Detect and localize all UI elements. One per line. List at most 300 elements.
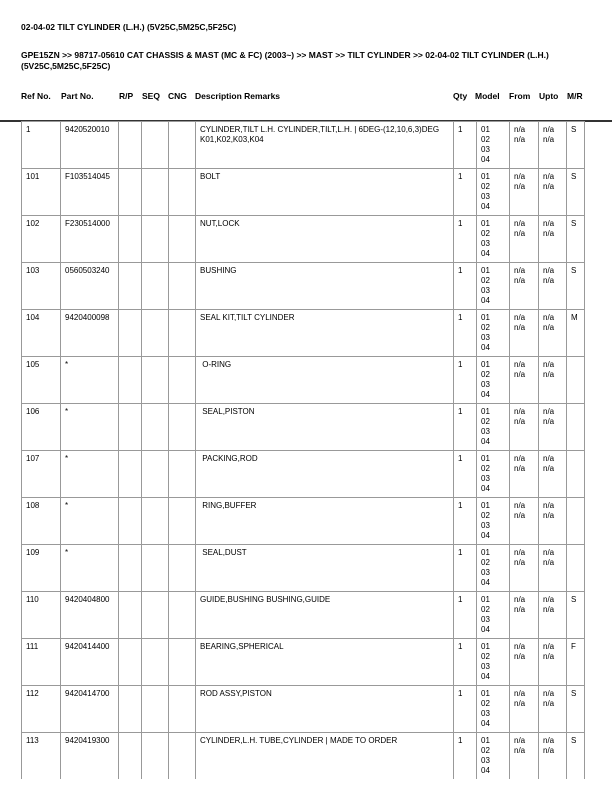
cell-line: n/a — [514, 313, 526, 322]
desc-cell — [196, 686, 454, 733]
rp-cell — [119, 404, 142, 451]
cell-line: 01 — [481, 125, 490, 134]
cng-cell — [169, 686, 196, 733]
ref-cell — [22, 498, 61, 545]
ref-cell — [22, 122, 61, 169]
cell-line: n/a — [514, 699, 526, 708]
from-cell — [510, 733, 539, 780]
cell-line: 04 — [481, 578, 490, 587]
cell-text: 1 — [458, 125, 463, 134]
ref-cell — [22, 263, 61, 310]
model-cell — [477, 263, 510, 310]
mr-cell — [567, 498, 585, 545]
cng-cell — [169, 216, 196, 263]
part-cell — [61, 733, 119, 780]
mr-cell — [567, 639, 585, 686]
cell-text: ROD ASSY,PISTON — [200, 689, 272, 698]
cell-line: 03 — [481, 662, 490, 671]
cell-line: n/a — [543, 511, 555, 520]
desc-cell — [196, 733, 454, 780]
part-cell — [61, 498, 119, 545]
seq-cell — [142, 686, 169, 733]
part-cell — [61, 686, 119, 733]
from-cell — [510, 216, 539, 263]
cell-text: 1 — [458, 689, 463, 698]
cell-line: 03 — [481, 239, 490, 248]
cell-text: 9420520010 — [65, 125, 110, 134]
from-cell — [510, 639, 539, 686]
upto-cell — [539, 216, 567, 263]
ref-cell — [22, 592, 61, 639]
cell-line: 04 — [481, 766, 490, 775]
cell-text: * — [65, 548, 69, 557]
cell-line: 01 — [481, 266, 490, 275]
cng-cell — [169, 733, 196, 780]
cell-line: n/a — [514, 605, 526, 614]
mr-cell — [567, 216, 585, 263]
qty-cell — [454, 404, 477, 451]
cng-cell — [169, 498, 196, 545]
qty-cell — [454, 122, 477, 169]
qty-cell — [454, 263, 477, 310]
model-cell — [477, 451, 510, 498]
cell-line: 02 — [481, 699, 490, 708]
col-ref: Ref No. — [21, 91, 51, 101]
qty-cell — [454, 310, 477, 357]
seq-cell — [142, 263, 169, 310]
cell-line: n/a — [543, 276, 555, 285]
cell-text: 102 — [26, 219, 40, 228]
model-cell — [477, 357, 510, 404]
cell-line: n/a — [514, 125, 526, 134]
cng-cell — [169, 592, 196, 639]
cell-line: 01 — [481, 595, 490, 604]
cell-line: n/a — [543, 182, 555, 191]
cell-text: S — [571, 125, 577, 134]
cell-text: * — [65, 501, 69, 510]
table-row — [22, 545, 585, 592]
desc-cell — [196, 451, 454, 498]
mr-cell — [567, 310, 585, 357]
part-cell — [61, 310, 119, 357]
cell-text: * — [65, 454, 69, 463]
col-seq: SEQ — [142, 91, 160, 101]
cell-text: BUSHING — [200, 266, 237, 275]
mr-cell — [567, 686, 585, 733]
cell-line: n/a — [514, 511, 526, 520]
cng-cell — [169, 451, 196, 498]
upto-cell — [539, 122, 567, 169]
cell-text: 0560503240 — [65, 266, 110, 275]
mr-cell — [567, 451, 585, 498]
table-row — [22, 404, 585, 451]
seq-cell — [142, 404, 169, 451]
cell-text: SEAL,DUST — [200, 548, 247, 557]
from-cell — [510, 404, 539, 451]
cell-line: 01 — [481, 313, 490, 322]
rp-cell — [119, 592, 142, 639]
mr-cell — [567, 357, 585, 404]
cell-text: 1 — [458, 736, 463, 745]
cell-line: n/a — [514, 548, 526, 557]
table-row — [22, 451, 585, 498]
rp-cell — [119, 733, 142, 780]
cell-text: BEARING,SPHERICAL — [200, 642, 284, 651]
cell-line: n/a — [543, 219, 555, 228]
part-cell — [61, 545, 119, 592]
cell-line: 02 — [481, 135, 490, 144]
cell-text: 101 — [26, 172, 40, 181]
cell-text: 112 — [26, 689, 39, 698]
cell-line: n/a — [543, 125, 555, 134]
cell-line: 03 — [481, 145, 490, 154]
cell-text: 1 — [458, 548, 463, 557]
table-row — [22, 639, 585, 686]
mr-cell — [567, 733, 585, 780]
cell-line: n/a — [543, 548, 555, 557]
cell-line: n/a — [514, 689, 526, 698]
cell-line: 03 — [481, 568, 490, 577]
cell-line: 02 — [481, 417, 490, 426]
cell-line: n/a — [543, 323, 555, 332]
part-cell — [61, 122, 119, 169]
cell-text: 1 — [458, 172, 463, 181]
upto-cell — [539, 451, 567, 498]
ref-cell — [22, 686, 61, 733]
cell-line: 04 — [481, 202, 490, 211]
cell-line: 03 — [481, 709, 490, 718]
cell-line: n/a — [514, 407, 526, 416]
table-row — [22, 169, 585, 216]
cell-line: n/a — [543, 266, 555, 275]
cell-line: 03 — [481, 756, 490, 765]
cell-text: 1 — [26, 125, 31, 134]
mr-cell — [567, 263, 585, 310]
cell-text: F103514045 — [65, 172, 110, 181]
col-qty: Qty — [453, 91, 468, 101]
cell-line: n/a — [543, 699, 555, 708]
cell-line: 03 — [481, 427, 490, 436]
col-cng: CNG — [168, 91, 187, 101]
mr-cell — [567, 404, 585, 451]
qty-cell — [454, 357, 477, 404]
qty-cell — [454, 592, 477, 639]
cell-text: S — [571, 595, 577, 604]
cell-line: n/a — [514, 746, 526, 755]
part-cell — [61, 357, 119, 404]
desc-cell — [196, 404, 454, 451]
cell-line: 04 — [481, 343, 490, 352]
col-rp: R/P — [119, 91, 134, 101]
cell-text: 103 — [26, 266, 40, 275]
cell-line: n/a — [514, 360, 526, 369]
qty-cell — [454, 451, 477, 498]
model-cell — [477, 122, 510, 169]
model-cell — [477, 733, 510, 780]
part-cell — [61, 263, 119, 310]
qty-cell — [454, 639, 477, 686]
from-cell — [510, 592, 539, 639]
col-mr: M/R — [567, 91, 583, 101]
cell-text: CYLINDER,L.H. TUBE,CYLINDER | MADE TO ORDER — [200, 736, 398, 745]
cell-line: n/a — [543, 642, 555, 651]
model-cell — [477, 404, 510, 451]
col-model: Model — [475, 91, 500, 101]
cell-line: 02 — [481, 746, 490, 755]
upto-cell — [539, 357, 567, 404]
cng-cell — [169, 169, 196, 216]
cell-line: 01 — [481, 548, 490, 557]
desc-cell — [196, 357, 454, 404]
cng-cell — [169, 639, 196, 686]
cell-text: 1 — [458, 360, 463, 369]
cell-text: O-RING — [200, 360, 232, 369]
cell-line: 02 — [481, 652, 490, 661]
from-cell — [510, 545, 539, 592]
seq-cell — [142, 310, 169, 357]
rp-cell — [119, 310, 142, 357]
cell-text: 1 — [458, 642, 463, 651]
cell-line: 02 — [481, 276, 490, 285]
upto-cell — [539, 404, 567, 451]
from-cell — [510, 451, 539, 498]
cell-line: n/a — [514, 276, 526, 285]
cell-line: 01 — [481, 172, 490, 181]
cell-line: 01 — [481, 454, 490, 463]
rp-cell — [119, 169, 142, 216]
cell-text: 1 — [458, 501, 463, 510]
cell-text: 105 — [26, 360, 40, 369]
cell-text: RING,BUFFER — [200, 501, 257, 510]
qty-cell — [454, 686, 477, 733]
cell-text: F — [571, 642, 576, 651]
cell-line: n/a — [543, 464, 555, 473]
cell-line: 02 — [481, 370, 490, 379]
cell-line: 03 — [481, 192, 490, 201]
rp-cell — [119, 357, 142, 404]
cell-line: n/a — [543, 454, 555, 463]
rp-cell — [119, 498, 142, 545]
cell-line: 03 — [481, 474, 490, 483]
from-cell — [510, 310, 539, 357]
desc-cell — [196, 263, 454, 310]
ref-cell — [22, 639, 61, 686]
cell-line: 04 — [481, 625, 490, 634]
cell-line: n/a — [543, 595, 555, 604]
upto-cell — [539, 733, 567, 780]
cell-text: 109 — [26, 548, 40, 557]
part-cell — [61, 592, 119, 639]
model-cell — [477, 216, 510, 263]
cell-text: 107 — [26, 454, 40, 463]
cell-line: 01 — [481, 689, 490, 698]
ref-cell — [22, 451, 61, 498]
cell-line: n/a — [514, 182, 526, 191]
from-cell — [510, 498, 539, 545]
cell-text: 1 — [458, 219, 463, 228]
from-cell — [510, 169, 539, 216]
from-cell — [510, 263, 539, 310]
ref-cell — [22, 545, 61, 592]
seq-cell — [142, 122, 169, 169]
cell-line: n/a — [543, 172, 555, 181]
rp-cell — [119, 263, 142, 310]
cell-line: n/a — [543, 689, 555, 698]
cell-text: * — [65, 407, 69, 416]
cell-line: n/a — [543, 501, 555, 510]
part-cell — [61, 216, 119, 263]
cell-line: 04 — [481, 249, 490, 258]
cell-line: n/a — [514, 595, 526, 604]
upto-cell — [539, 592, 567, 639]
cell-line: n/a — [514, 172, 526, 181]
cell-line: 03 — [481, 286, 490, 295]
part-cell — [61, 451, 119, 498]
rp-cell — [119, 545, 142, 592]
model-cell — [477, 498, 510, 545]
upto-cell — [539, 169, 567, 216]
table-row — [22, 357, 585, 404]
mr-cell — [567, 169, 585, 216]
cell-line: 03 — [481, 521, 490, 530]
cell-line: n/a — [514, 417, 526, 426]
table-row — [22, 733, 585, 780]
rp-cell — [119, 122, 142, 169]
rp-cell — [119, 686, 142, 733]
cng-cell — [169, 122, 196, 169]
cell-line: 01 — [481, 360, 490, 369]
upto-cell — [539, 263, 567, 310]
model-cell — [477, 310, 510, 357]
from-cell — [510, 686, 539, 733]
desc-cell — [196, 592, 454, 639]
seq-cell — [142, 451, 169, 498]
rp-cell — [119, 216, 142, 263]
table-row — [22, 498, 585, 545]
cell-line: n/a — [514, 736, 526, 745]
desc-cell — [196, 216, 454, 263]
qty-cell — [454, 169, 477, 216]
cng-cell — [169, 545, 196, 592]
upto-cell — [539, 310, 567, 357]
cell-line: 04 — [481, 531, 490, 540]
cell-line: n/a — [543, 229, 555, 238]
col-desc: Description Remarks — [195, 91, 281, 101]
seq-cell — [142, 592, 169, 639]
desc-cell — [196, 498, 454, 545]
ref-cell — [22, 169, 61, 216]
cell-text: 1 — [458, 266, 463, 275]
rp-cell — [119, 639, 142, 686]
rp-cell — [119, 451, 142, 498]
ref-cell — [22, 357, 61, 404]
cell-line: n/a — [514, 558, 526, 567]
cell-text: 9420400098 — [65, 313, 110, 322]
cell-line: n/a — [514, 370, 526, 379]
cell-text: 1 — [458, 454, 463, 463]
seq-cell — [142, 545, 169, 592]
cell-text: S — [571, 736, 577, 745]
cng-cell — [169, 310, 196, 357]
mr-cell — [567, 592, 585, 639]
upto-cell — [539, 498, 567, 545]
cell-text: 1 — [458, 313, 463, 322]
cell-line: 01 — [481, 501, 490, 510]
from-cell — [510, 122, 539, 169]
cell-line: n/a — [514, 135, 526, 144]
cell-text: GUIDE,BUSHING BUSHING,GUIDE — [200, 595, 331, 604]
cell-text: * — [65, 360, 69, 369]
qty-cell — [454, 498, 477, 545]
cell-line: n/a — [514, 642, 526, 651]
cell-line: n/a — [514, 266, 526, 275]
cell-text: SEAL KIT,TILT CYLINDER — [200, 313, 295, 322]
cell-text: S — [571, 689, 577, 698]
cell-line: n/a — [514, 229, 526, 238]
table-row — [22, 216, 585, 263]
cell-line: 02 — [481, 464, 490, 473]
model-cell — [477, 639, 510, 686]
cell-text: 9420404800 — [65, 595, 110, 604]
cell-line: 02 — [481, 558, 490, 567]
col-part: Part No. — [61, 91, 94, 101]
cell-line: n/a — [543, 370, 555, 379]
part-cell — [61, 169, 119, 216]
cell-line: 01 — [481, 407, 490, 416]
upto-cell — [539, 545, 567, 592]
cell-text: 113 — [26, 736, 39, 745]
cell-line: 03 — [481, 380, 490, 389]
table-row — [22, 263, 585, 310]
cell-line: n/a — [543, 313, 555, 322]
cell-line: n/a — [543, 558, 555, 567]
mr-cell — [567, 122, 585, 169]
cell-text: 108 — [26, 501, 40, 510]
qty-cell — [454, 545, 477, 592]
cell-line: n/a — [514, 454, 526, 463]
cell-text: SEAL,PISTON — [200, 407, 255, 416]
cell-text: 110 — [26, 595, 39, 604]
desc-cell — [196, 310, 454, 357]
desc-cell — [196, 169, 454, 216]
table-row — [22, 686, 585, 733]
breadcrumb: GPE15ZN >> 98717-05610 CAT CHASSIS & MAST (MC & FC) (2003~) >> MAST >> TILT CYLINDER >> 02-04-02 TILT CYLINDER (L.H.) (5V25C,5M25C,5F25C) — [21, 50, 549, 71]
cell-line: n/a — [514, 219, 526, 228]
cell-line: 02 — [481, 605, 490, 614]
cell-line: n/a — [543, 605, 555, 614]
col-from: From — [509, 91, 531, 101]
cell-text: NUT,LOCK — [200, 219, 240, 228]
page-title: 02-04-02 TILT CYLINDER (L.H.) (5V25C,5M25C,5F25C) — [21, 22, 237, 32]
table-row — [22, 122, 585, 169]
seq-cell — [142, 357, 169, 404]
ref-cell — [22, 404, 61, 451]
table-row — [22, 592, 585, 639]
cell-line: 04 — [481, 437, 490, 446]
seq-cell — [142, 498, 169, 545]
cell-line: 02 — [481, 182, 490, 191]
part-cell — [61, 404, 119, 451]
cell-line: 01 — [481, 736, 490, 745]
part-cell — [61, 639, 119, 686]
cng-cell — [169, 357, 196, 404]
cell-text: 104 — [26, 313, 40, 322]
upto-cell — [539, 639, 567, 686]
cell-text: 106 — [26, 407, 40, 416]
parts-table — [21, 121, 585, 779]
cell-text: 9420414700 — [65, 689, 110, 698]
cell-text: BOLT — [200, 172, 221, 181]
